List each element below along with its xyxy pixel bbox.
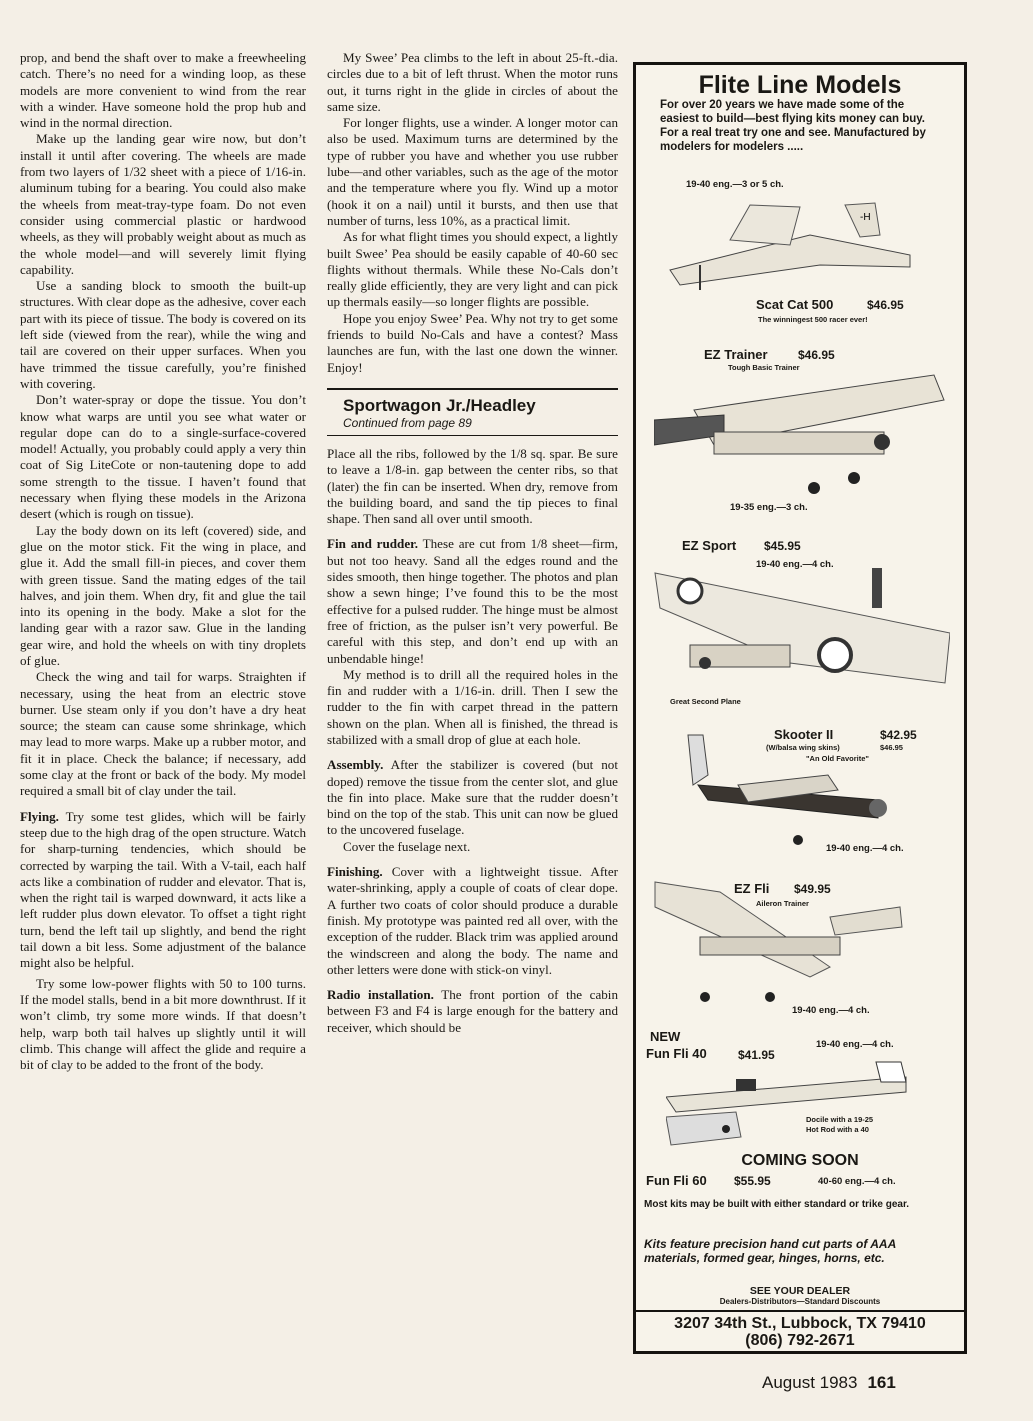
paragraph: Try some low-power flights with 50 to 100 turns. If the model stalls, bend in a bit more downthrust. If it won’t climb, try some more winds. If that doesn’t help, warp both tail halves up slightly until it will climb. This change will affect the glide and require a bit of clay to be added to the front of the body. [20,975,306,1073]
section-heading: Assembly. [327,757,384,773]
paragraph: As for what flight times you should expect, a lightly built Swee’ Pea should be easily capable of 40-60 sec flights without thermals. While these No-Cals don’t really glide efficiently, they are very light and can pick up thermals easily—so longer flights are possible. [327,229,618,310]
finishing-section [327,864,618,978]
dealer-sub: Dealers-Distributors—Standard Discounts [719,1297,881,1306]
paragraph: My Swee’ Pea climbs to the left in about 25-ft.-dia. circles due to a bit of left thrust. When the motor runs out, it turns right in the glide in circles of about the same size. [327,50,618,114]
ad-intro: For over 20 years we have made some of the easiest to build—best flying kits money can buy. For a real treat try one and see. Manufactured by modelers for modelers ..... [660,99,926,153]
ezs-name: EZ Sport [682,538,737,553]
section-text: After the stabilizer is covered (but not doped) remove the tissue from the center slot, and glue the fin into place. Make sure that the rudder doesn’t bind on the top of the stab. This unit can now be glued to the uncovered fuselage. [327,757,618,838]
ezt-price: $46.95 [798,348,835,362]
ezs-price: $45.95 [764,539,801,553]
article-column-middle [327,50,618,1036]
scat-name: Scat Cat 500 [756,297,834,312]
ff40-name: Fun Fli 40 [646,1046,707,1061]
ad-rule [636,1310,964,1312]
sk-sub-price: $46.95 [880,743,903,752]
coming-soon: COMING SOON [741,1152,859,1169]
phone: (806) 792-2671 [745,1332,855,1349]
flying-section [20,809,306,972]
skooter-plane-photo [678,730,928,845]
fun-fli-40-plane-photo [666,1057,936,1147]
scat-spec: 19-40 eng.—3 or 5 ch. [686,179,784,190]
ff60-spec: 40-60 eng.—4 ch. [818,1176,896,1187]
sk-name: Skooter II [774,727,834,742]
section-heading: Radio installation. [327,987,434,1003]
ez-fli-plane-photo [650,877,950,1007]
scat-cat-plane-photo [660,195,920,295]
paragraph: For longer flights, use a winder. A longer motor can also be used. Maximum turns are determined by the type of rubber you have and whether you use rubber lube—and other variables, such as the age of the motor and the temperature where you fly. Wind up a motor (hook it on a nail) until it bursts, and then use that number of turns, less 10%, as a practical limit. [327,115,618,228]
ezt-spec: 19-35 eng.—3 ch. [730,502,808,513]
section-text: The front portion of the cabin between F3 and F4 is large enough for the battery and receiver, which should be [327,987,618,1035]
sk-price: $42.95 [880,728,917,742]
advertisement [633,62,967,1354]
ez-trainer-plane-photo [654,370,954,495]
ezf-spec: 19-40 eng.—4 ch. [792,1005,870,1016]
ad-feature: Kits feature precision hand cut parts of AAA materials, formed gear, hinges, horns, etc. [644,1237,896,1265]
paragraph: Make up the landing gear wire now, but don’t install it until after covering. The wheels are made from two layers of 1/32 sheet with a piece of 1/16-in. aluminum tubing for a bearing. You could also make the wheels from meat-tray-type foam. Do not even consider using commercial plastic or hardwood wheels, as they will probably weight about as much as the whole model—and will severely limit flying capability. [20,131,306,277]
paragraph: Cover the fuselage next. [343,838,471,854]
scat-price: $46.95 [867,298,904,312]
paragraph: prop, and bend the shaft over to make a freewheeling catch. There’s no need for a winding loop, as these models are more convenient to wind from the rear with a winder. Have someone hold the prop hub and wind in the normal direction. [20,50,306,131]
page-footer [762,1373,896,1393]
ff60-price: $55.95 [734,1174,771,1188]
ezt-tag: Tough Basic Trainer [728,363,800,372]
section-heading: Finishing. [327,864,383,880]
paragraph: My method is to drill all the required holes in the fin and rudder with a 1/16-in. drill. Then I sew the rudder to the fin with carpet thread in the pattern shown on the plan. When all is finished, the thread is stabilized with a small drop of glue at each hole. [327,666,618,747]
ff40-spec: 19-40 eng.—4 ch. [816,1039,894,1050]
section-text: These are cut from 1/8 sheet—firm, but not too heavy. Sand all the edges round and the sides smooth, then hinge together. The photos and plan show a sewn hinge; I’ve found this to be the most effective for a pulsed rudder. The hinge must be almost free of friction, as the pulser isn’t very powerful. Be careful with this step, and don’t end up with an unbendable hinge! [327,536,618,666]
address: 3207 34th St., Lubbock, TX 79410 [674,1315,926,1332]
ff40-tag1: Docile with a 19-25 [806,1115,874,1124]
section-heading: Fin and rudder. [327,536,419,552]
ff40-price: $41.95 [738,1048,775,1062]
paragraph: Use a sanding block to smooth the built-up structures. With clear dope as the adhesive, cover each part with its piece of tissue. The body is covered on its left side (viewed from the rear), while the wing and tail are covered on their upper surfaces. When you have trimmed the tissue carefully, you’re finished with covering. [20,278,306,391]
ad-title: Flite Line Models [698,71,902,99]
ff40-tag2: Hot Rod with a 40 [806,1125,869,1134]
paragraph: Place all the ribs, followed by the 1/8 sq. spar. Be sure to leave a 1/8-in. gap between the center ribs, so that (later) the fin can be inserted. When dry, remove from the building board, and sand the tip pieces to final shape. Then sand all over until smooth. [327,445,618,527]
section-heading: Flying. [20,808,59,824]
section-text: Try some test glides, which will be fairly steep due to the high drag of the open structure. Watch for sharp-turning tendencies, which should be corrected by warping the tail. With a V-tail, each half acts like a combination of rudder and elevator. That is, when the right tail is warped downward, it acts like a left rudder plus down elevator. To offset a tight right turn, bend the left tail up slightly, and bend the right tail down a bit less. Some adjustment of the balance might also be helpful. [20,808,306,971]
sk-spec: 19-40 eng.—4 ch. [826,843,904,854]
ad-address [636,1315,964,1349]
section-divider [327,388,618,390]
paragraph: Check the wing and tail for warps. Straighten if necessary, using the heat from an electric stove burner. Use steam only if you don’t have a dry heat source; the steam can cause some shrinkage, which may lead to more warps. Make up a rubber motor, and fit it in place. Check the balance; if necessary, add some clay at the front or back of the body. My model required a small bit of clay under the tail. [20,669,306,799]
ezf-price: $49.95 [794,882,831,896]
scat-tag: The winningest 500 racer ever! [758,315,868,324]
article-title: Sportwagon Jr./Headley [343,395,536,415]
radio-section [327,987,618,1036]
section-text: Cover with a lightweight tissue. After water-shrinking, apply a couple of coats of clear dope. A further two coats of color should produce a durable finish. My prototype was painted red all over, with the exception of the rudder. Black trim was applied around the windscreen and along the body. The name and other letters were done with stick-on vinyl. [327,864,618,977]
article-column-left [20,50,306,1073]
ezs-spec: 19-40 eng.—4 ch. [756,559,834,570]
ff40-new: NEW [650,1029,681,1044]
ezs-tag: Great Second Plane [670,697,741,706]
page-number: 161 [867,1373,896,1392]
ff60-name: Fun Fli 60 [646,1173,707,1188]
dealer-line: SEE YOUR DEALER [749,1285,851,1297]
continued-note: Continued from page 89 [343,415,472,430]
ezf-tag: Aileron Trainer [756,899,809,908]
svg-text:-H: -H [860,212,871,223]
sk-sub: (W/balsa wing skins) [766,743,840,752]
ezf-name: EZ Fli [734,881,770,896]
assembly-section [327,757,618,838]
paragraph: Hope you enjoy Swee’ Pea. Why not try to get some friends to build No-Cals and have a contest? Mass launches are fun, with the last one down the winner. Enjoy! [327,310,618,375]
sk-tag: "An Old Favorite" [806,754,869,763]
issue-date: August 1983 [762,1373,858,1392]
ez-sport-plane-photo [650,563,950,693]
fin-section [327,536,618,666]
ad-note: Most kits may be built with either standard or trike gear. [644,1199,910,1210]
paragraph: Don’t water-spray or dope the tissue. You don’t know what warps are until you see what water or regular dope can do to a single-surface-covered model! Actually, you probably could apply a very thin coat of Sig LiteCote or non-tautening dope to add some strength to the tissue. I haven’t found that necessary when flying these models in the Arizona desert (which is rough on tissue). [20,392,306,522]
section-divider [327,435,618,436]
paragraph: Lay the body down on its left (covered) side, and glue on the motor stick. Fit the wing in place, and glue it. Add the small fill-in pieces, and cover them with green tissue. Sand the mating edges of the tail halves, and join them. When dry, fit and glue the tail into its opening in the body. Make a slot for the landing gear with a razor saw. Glue in the landing gear wire, and hold the wheels on with tiny droplets of glue. [20,522,306,668]
ezt-name: EZ Trainer [704,347,768,362]
